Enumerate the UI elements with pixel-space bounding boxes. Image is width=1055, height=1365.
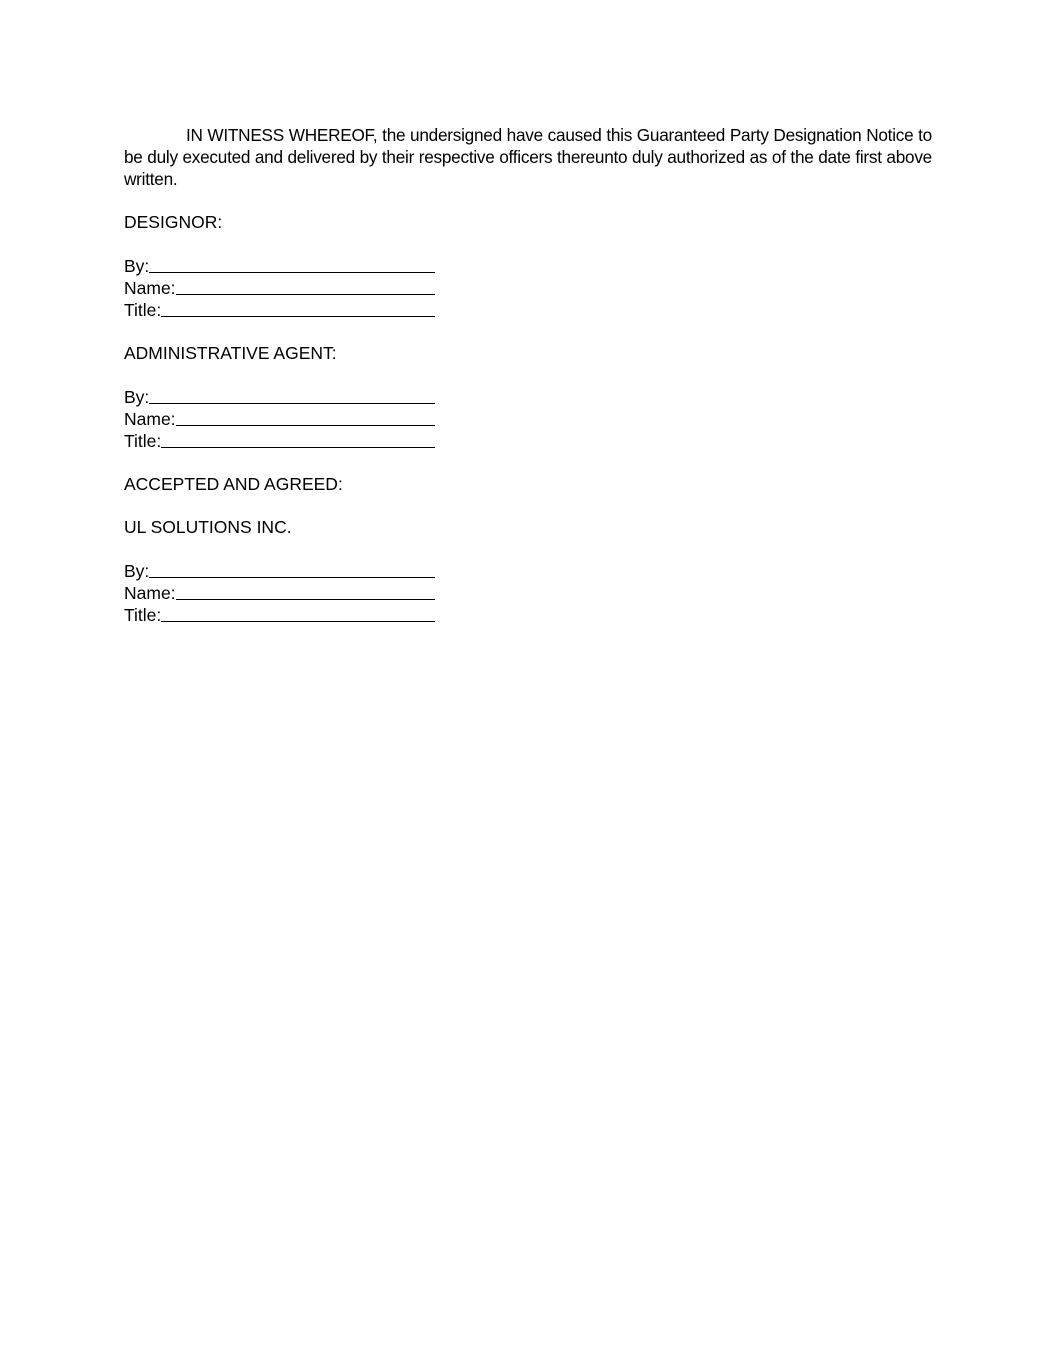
by-label: By: xyxy=(124,561,150,581)
accepted-signature-block xyxy=(124,560,435,626)
signature-rule xyxy=(161,605,435,622)
signature-rule xyxy=(149,561,435,578)
designor-name-line xyxy=(124,277,435,299)
agent-title-line xyxy=(124,430,435,452)
title-label: Title: xyxy=(124,605,162,625)
designor-signature-block xyxy=(124,255,435,321)
designor-by-line xyxy=(124,255,435,277)
administrative-agent-heading: ADMINISTRATIVE AGENT: xyxy=(124,343,337,363)
signature-rule xyxy=(176,278,435,295)
company-name: UL SOLUTIONS INC. xyxy=(124,517,292,537)
title-label: Title: xyxy=(124,431,162,451)
agent-by-line xyxy=(124,386,435,408)
accepted-title-line xyxy=(124,604,435,626)
accepted-heading: ACCEPTED AND AGREED: xyxy=(124,474,343,494)
signature-rule xyxy=(161,300,435,317)
accepted-name-line xyxy=(124,582,435,604)
by-label: By: xyxy=(124,387,150,407)
signature-rule xyxy=(176,409,435,426)
name-label: Name: xyxy=(124,583,176,603)
witness-paragraph: IN WITNESS WHEREOF, the undersigned have caused this Guaranteed Party Designation Notice to be duly executed and delivered by their respective officers thereunto duly authorized as of the date first above written. xyxy=(124,125,932,189)
name-label: Name: xyxy=(124,409,176,429)
by-label: By: xyxy=(124,256,150,276)
name-label: Name: xyxy=(124,278,176,298)
designor-title-line xyxy=(124,299,435,321)
designor-heading: DESIGNOR: xyxy=(124,212,223,232)
signature-rule xyxy=(149,256,435,273)
signature-rule xyxy=(176,583,435,600)
title-label: Title: xyxy=(124,300,162,320)
agent-name-line xyxy=(124,408,435,430)
signature-rule xyxy=(161,431,435,448)
administrative-agent-signature-block xyxy=(124,386,435,452)
signature-rule xyxy=(149,387,435,404)
accepted-by-line xyxy=(124,560,435,582)
